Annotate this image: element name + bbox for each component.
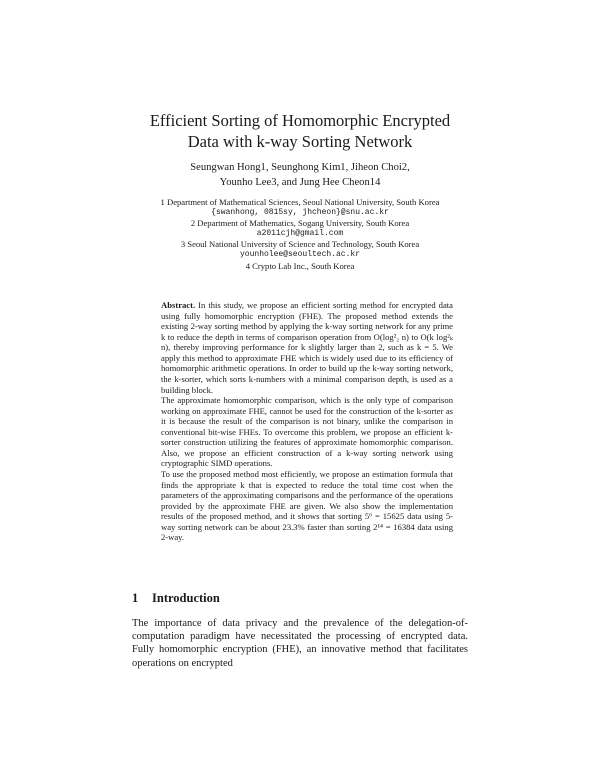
- affiliation-2-email: a2011cjh@gmail.com: [256, 228, 344, 238]
- affiliation-1: 1 Department of Mathematical Sciences, Seoul National University, South Korea: [160, 197, 440, 207]
- introduction-body: [132, 617, 468, 670]
- affiliations: [0, 197, 600, 271]
- title-line-2: Data with k-way Sorting Network: [187, 132, 413, 151]
- abstract-text-1: In this study, we propose an efficient sorting method for encrypted data using fully homomorphic encryption (FHE). The proposed method extends the existing 2-way sorting method by applying the k-way sorting network for any prime k to reduce the depth in terms of comparison operation from O(log²₂ n) to O(k log²ₖ n), thereby improving performance for k slightly larger than 2, such as k = 5. We apply this method to approximate FHE which is widely used due to its efficiency of homomorphic arithmetic operations. In order to build up the k-way sorting network, the k-sorter, which sorts k-numbers with a minimal comparison depth, is used as a building block.: [161, 300, 453, 395]
- affiliation-3: 3 Seoul National University of Science and Technology, South Korea: [180, 239, 420, 250]
- paper-title: [0, 110, 600, 152]
- affiliation-3-email: younholee@seoultech.ac.kr: [239, 249, 361, 259]
- abstract: [161, 300, 453, 543]
- abstract-label: Abstract.: [161, 300, 196, 310]
- intro-paragraph: The importance of data privacy and the prevalence of the delegation-of-computation paradigm have necessitated the processing of encrypted data. Fully homomorphic encryption (FHE), an innovative method that facilitates operations on encrypted: [132, 618, 468, 669]
- abstract-paragraph-3: To use the proposed method most efficiently, we propose an estimation formula that finds the appropriate k that is expected to reduce the total time cost when the parameters of the approximating comparisons and the performance of the operations provided by the approximate FHE are given. We also show the implementation results of the proposed method, and it shows that sorting 5⁶ = 15625 data using 5-way sorting network can be about 23.3% faster than sorting 2¹⁴ = 16384 data using 2-way.: [161, 469, 453, 543]
- abstract-paragraph-1: [161, 300, 453, 395]
- author-list: [0, 160, 600, 190]
- affiliation-2: 2 Department of Mathematics, Sogang University, South Korea: [190, 218, 410, 229]
- section-number: 1: [132, 591, 139, 605]
- authors-line-1: Seungwan Hong1, Seunghong Kim1, Jiheon Choi2,: [190, 162, 410, 173]
- authors-line-2: Younho Lee3, and Jung Hee Cheon14: [219, 177, 381, 188]
- abstract-paragraph-2: The approximate homomorphic comparison, which is the only type of comparison working on approximate FHE, cannot be used for the construction of the k-sorter as it is because the result of the comparison is not binary, unlike the comparison in conventional bit-wise FHEs. To overcome this problem, we propose an efficient k-sorter construction utilizing the features of approximate homomorphic comparison. Also, we propose an efficient construction of a k-way sorting network using cryptographic SIMD operations.: [161, 395, 453, 469]
- title-line-1: Efficient Sorting of Homomorphic Encrypted: [149, 111, 451, 130]
- affiliation-1-email: {swanhong, 0815sy, jhcheon}@snu.ac.kr: [211, 207, 389, 217]
- affiliation-4: 4 Crypto Lab Inc., South Korea: [245, 260, 355, 271]
- section-heading-introduction: [132, 591, 220, 606]
- section-title: Introduction: [152, 591, 220, 605]
